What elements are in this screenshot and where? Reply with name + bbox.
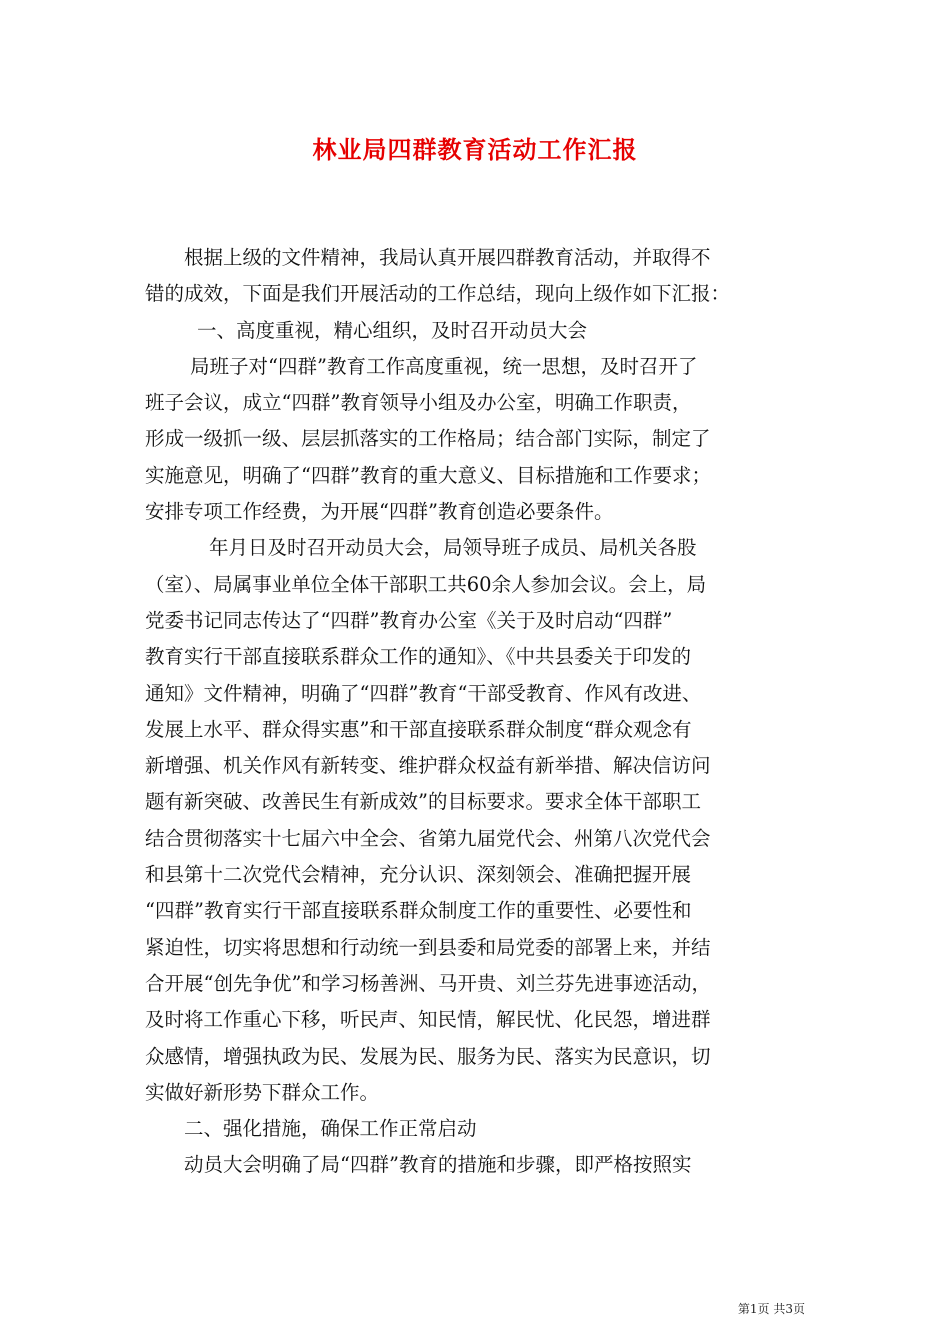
paragraph-line: 发展上水平、群众得实惠”和干部直接联系群众制度“群众观念有 [145, 717, 692, 741]
paragraph-line: 班子会议，成立“四群”教育领导小组及办公室，明确工作职责， [145, 391, 692, 415]
paragraph-line: 局班子对“四群”教育工作高度重视，统一思想，及时召开了 [190, 354, 698, 378]
paragraph-line: （室）、局属事业单位全体干部职工共60余人参加会议。会上，局 [145, 572, 707, 596]
paragraph-line: 动员大会明确了局“四群”教育的措施和步骤，即严格按照实 [184, 1153, 692, 1177]
paragraph-line: 实施意见，明确了“四群”教育的重大意义、目标措施和工作要求； [145, 463, 711, 487]
paragraph-line: 众感情，增强执政为民、发展为民、服务为民、落实为民意识，切 [145, 1044, 711, 1068]
document-body [145, 240, 807, 1184]
paragraph-line: 教育实行干部直接联系群众工作的通知》、《中共县委关于印发的 [145, 645, 692, 669]
paragraph-line: 错的成效，下面是我们开展活动的工作总结，现向上级作如下汇报： [145, 282, 731, 306]
paragraph-line: 通知》文件精神，明确了“四群”教育“干部受教育、作风有改进、 [145, 681, 702, 705]
paragraph-line: 新增强、机关作风有新转变、维护群众权益有新举措、解决信访问 [145, 754, 711, 778]
paragraph-line: 安排专项工作经费，为开展“四群”教育创造必要条件。 [145, 500, 614, 524]
paragraph-line: 合开展“创先争优”和学习杨善洲、马开贵、刘兰芬先进事迹活动， [145, 971, 711, 995]
paragraph-line: 年月日及时召开动员大会，局领导班子成员、局机关各股 [209, 536, 697, 560]
paragraph-line: 党委书记同志传达了“四群”教育办公室《关于及时启动“四群” [145, 608, 673, 632]
paragraph-line: “四群”教育实行干部直接联系群众制度工作的重要性、必要性和 [145, 899, 692, 923]
paragraph-line: 根据上级的文件精神，我局认真开展四群教育活动，并取得不 [184, 246, 711, 269]
paragraph-line: 形成一级抓一级、层层抓落实的工作格局；结合部门实际，制定了 [145, 427, 711, 451]
section-heading-2: 二、强化措施，确保工作正常启动 [184, 1117, 477, 1141]
paragraph-line: 题有新突破、改善民生有新成效”的目标要求。要求全体干部职工 [145, 790, 701, 814]
paragraph-line: 及时将工作重心下移，听民声、知民情，解民忧、化民怨，增进群 [145, 1008, 711, 1032]
document-title: 林业局四群教育活动工作汇报 [312, 135, 638, 164]
page-number: 第1页 共3页 [737, 1302, 805, 1316]
section-heading-1: 一、高度重视，精心组织，及时召开动员大会 [197, 318, 588, 342]
paragraph-line: 和县第十二次党代会精神，充分认识、深刻领会、准确把握开展 [145, 863, 692, 887]
paragraph-line: 紧迫性，切实将思想和行动统一到县委和局党委的部署上来，并结 [145, 935, 711, 959]
paragraph-line: 结合贯彻落实十七届六中全会、省第九届党代会、州第八次党代会 [145, 826, 711, 850]
paragraph-line: 实做好新形势下群众工作。 [145, 1080, 380, 1104]
